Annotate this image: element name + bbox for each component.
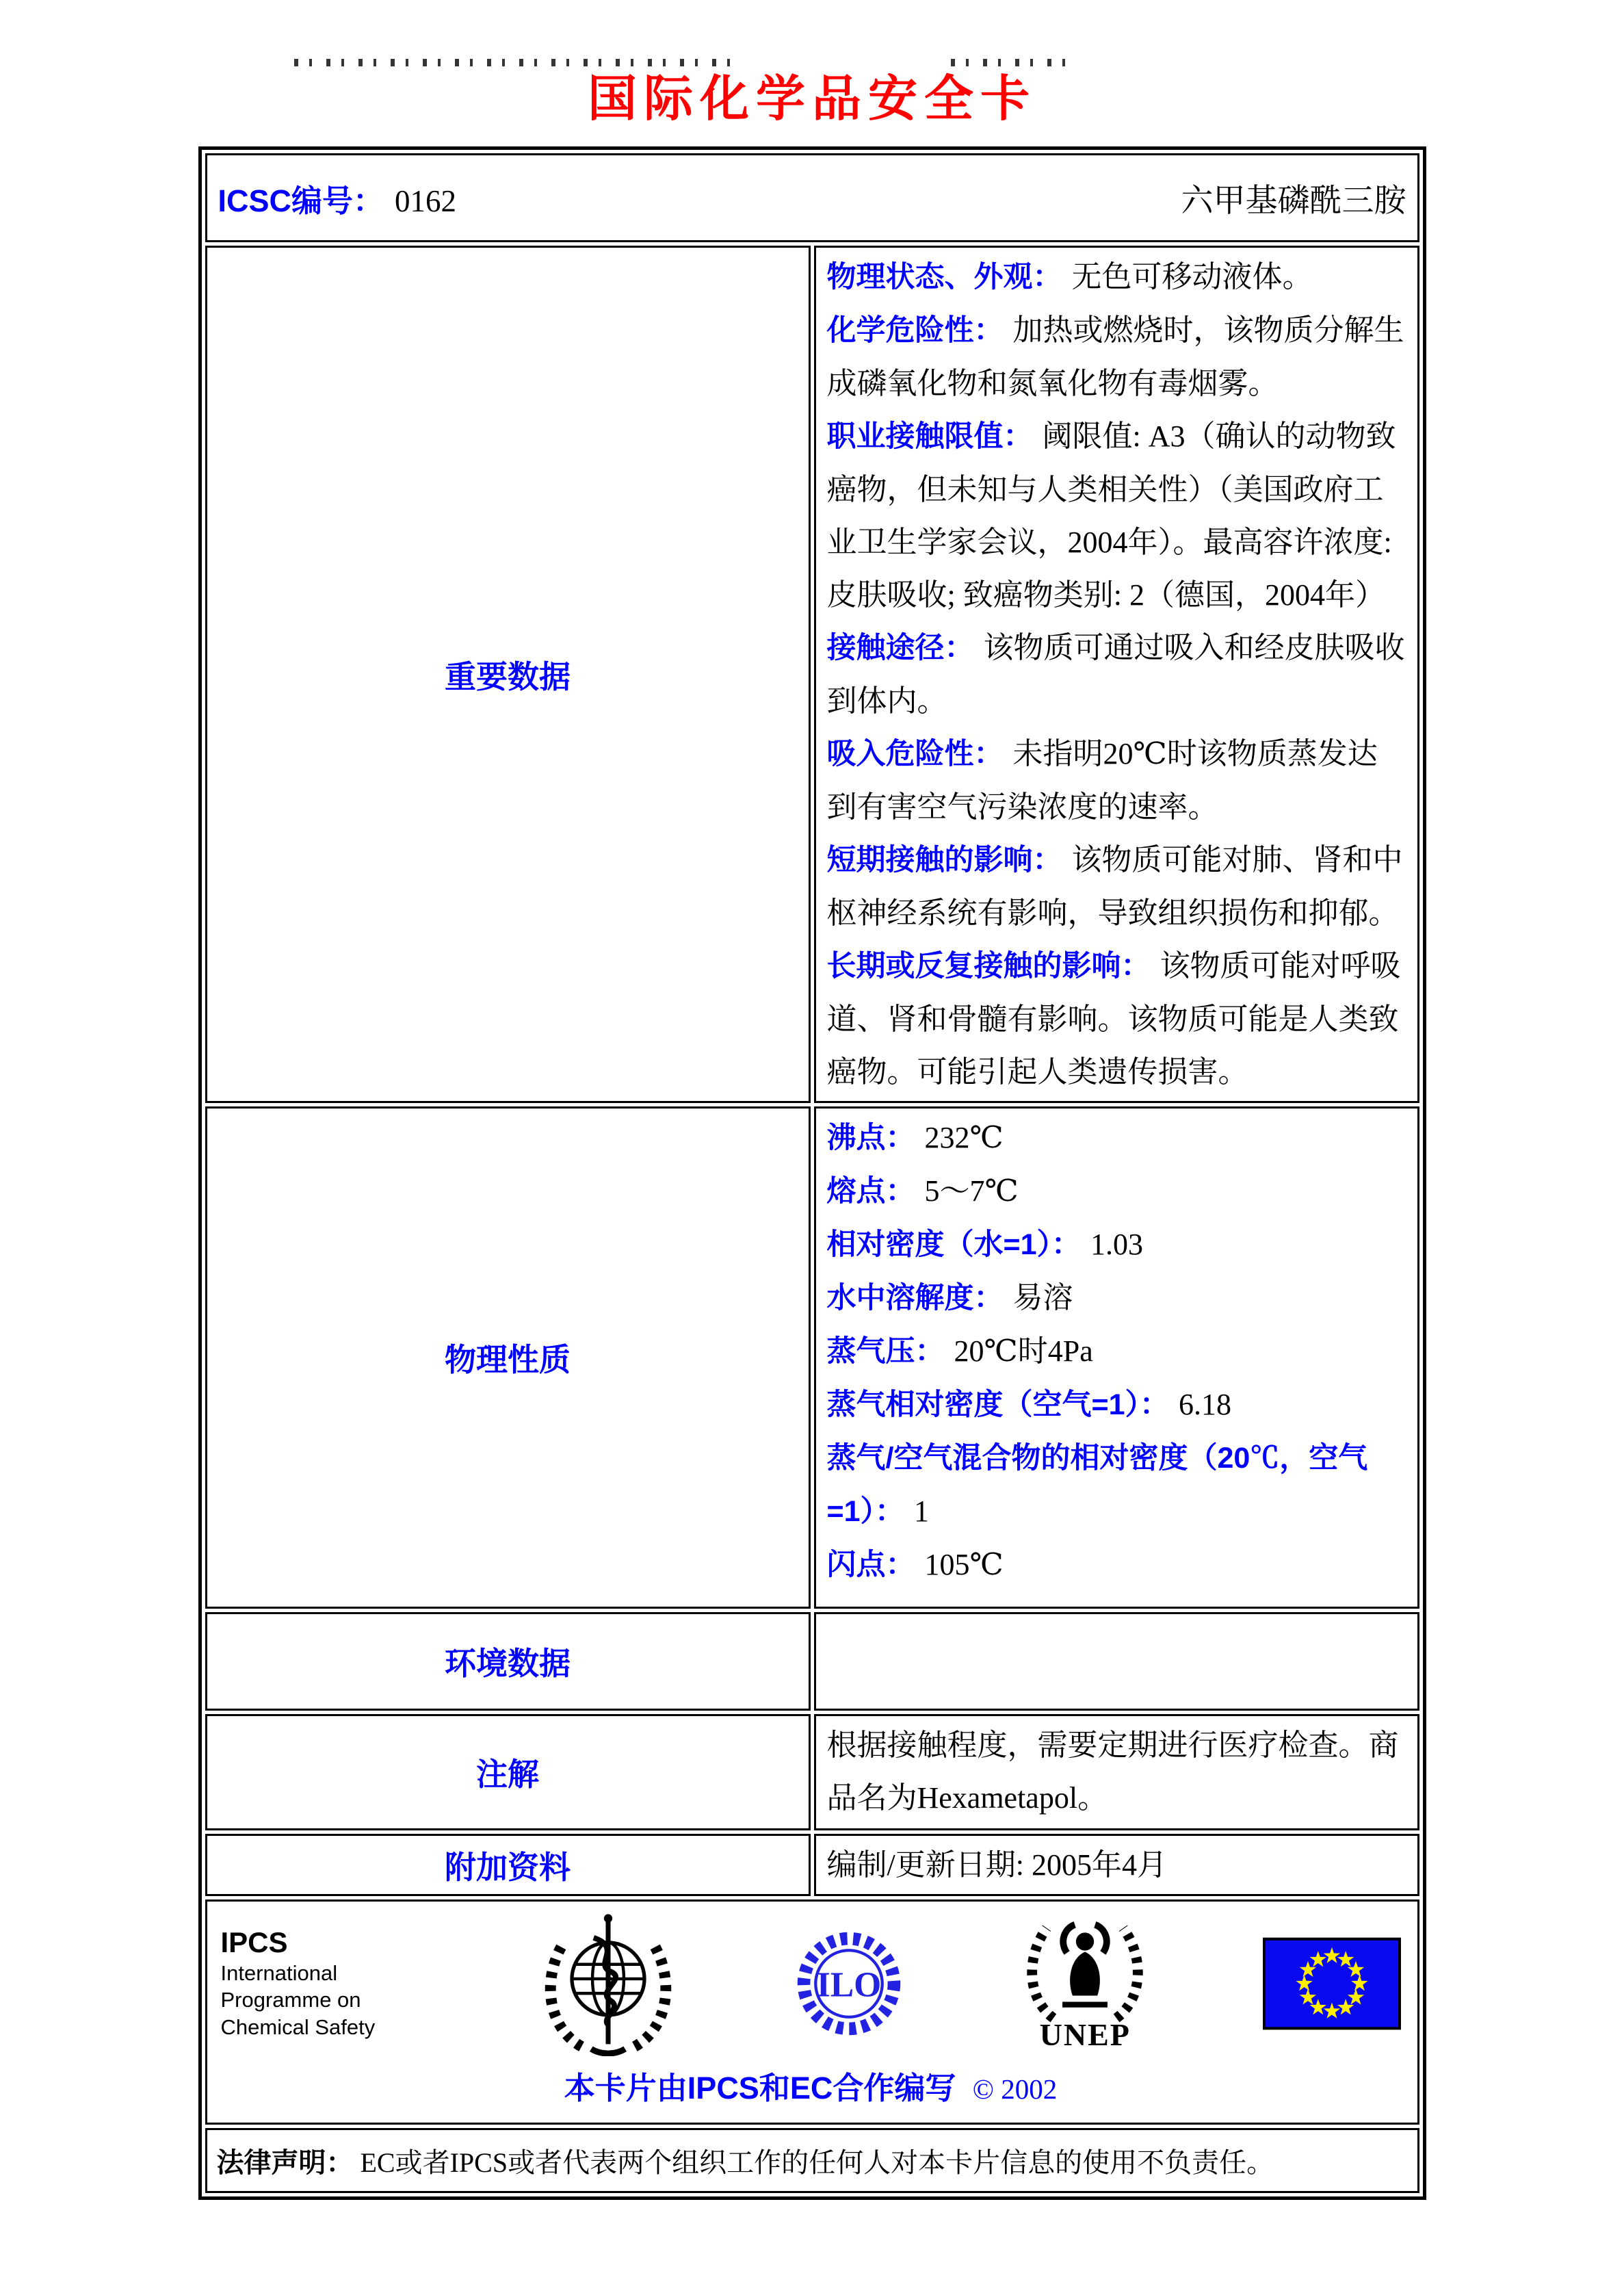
icsc-number-label: ICSC编号：	[218, 183, 384, 218]
data-line: 短期接触的影响： 该物质可能对肺、肾和中枢神经系统有影响，导致组织损伤和抑郁。	[826, 843, 1403, 930]
update-date-text: 编制/更新日期: 2005年4月	[826, 1848, 1167, 1882]
environmental-data-content	[814, 1612, 1419, 1711]
notes-content	[814, 1714, 1419, 1830]
property-line: 闪点： 105℃	[826, 1548, 1004, 1581]
ipcs-title: IPCS	[220, 1926, 288, 1959]
property-line: 熔点： 5～7℃	[826, 1174, 1019, 1208]
ipcs-line: International	[220, 1960, 338, 1985]
logos-row	[205, 1900, 1419, 2125]
page-title: 国际化学品安全卡	[587, 69, 1036, 127]
section-label-environment: 环境数据	[205, 1612, 811, 1711]
clipped-print-header-artifact	[294, 59, 735, 66]
ipcs-line: Chemical Safety	[220, 2014, 376, 2039]
ipcs-line: Programme on	[220, 1988, 361, 2012]
ilo-logo-icon	[790, 1925, 908, 2043]
unep-logo-block	[1017, 1915, 1153, 2053]
logos-strip	[221, 1911, 1401, 2056]
who-logo-icon	[535, 1911, 681, 2056]
section-label-physical: 物理性质	[205, 1106, 811, 1609]
legal-text: EC或者IPCS或者代表两个组织工作的任何人对本卡片信息的使用不负责任。	[360, 2147, 1274, 2178]
header-cell	[205, 153, 1419, 242]
data-line: 接触途径： 该物质可通过吸入和经皮肤吸收到体内。	[826, 631, 1405, 718]
data-line: 吸入危险性： 未指明20℃时该物质蒸发达到有害空气污染浓度的速率。	[826, 737, 1378, 824]
important-data-content	[814, 246, 1419, 1103]
section-label-notes: 注解	[205, 1714, 811, 1830]
eu-flag-icon	[1263, 1934, 1401, 2034]
unep-label: UNEP	[1039, 2017, 1131, 2052]
attribution-caption	[221, 2063, 1401, 2108]
icsc-number-value: 0162	[395, 183, 457, 218]
ilo-label: ILO	[816, 1965, 882, 2005]
environmental-data-row	[205, 1612, 1419, 1711]
property-line: 水中溶解度： 易溶	[826, 1281, 1073, 1314]
physical-properties-content	[814, 1106, 1419, 1609]
data-line: 物理状态、外观： 无色可移动液体。	[826, 260, 1313, 294]
additional-info-row	[205, 1834, 1419, 1896]
attribution-text: 本卡片由IPCS和EC合作编写	[564, 2071, 956, 2105]
data-line: 职业接触限值： 阈限值: A3（确认的动物致癌物，但未知与人类相关性）（美国政府工业卫生学家会议，2004年）。最高容许浓度: 皮肤吸收; 致癌物类别: 2（德国，2004年）	[826, 419, 1396, 612]
important-data-row	[205, 246, 1419, 1103]
header-row	[205, 153, 1419, 242]
clipped-print-header-artifact	[951, 59, 1077, 66]
physical-properties-row	[205, 1106, 1419, 1609]
data-line: 化学危险性： 加热或燃烧时，该物质分解生成磷氧化物和氮氧化物有毒烟雾。	[826, 313, 1404, 400]
logos-cell	[205, 1900, 1419, 2125]
ipcs-text-block	[221, 1926, 426, 2040]
icsc-card-table	[198, 146, 1426, 2200]
unep-logo-icon	[1017, 1915, 1153, 2023]
additional-info-content	[814, 1834, 1419, 1896]
property-line: 蒸气压： 20℃时4Pa	[826, 1334, 1093, 1368]
notes-row	[205, 1714, 1419, 1830]
property-line: 蒸气相对密度（空气=1）： 6.18	[826, 1388, 1232, 1421]
data-line: 长期或反复接触的影响： 该物质可能对呼吸道、肾和骨髓有影响。该物质可能是人类致癌物。可能引起人类遗传损害。	[826, 949, 1401, 1089]
legal-label: 法律声明：	[216, 2148, 354, 2178]
property-line: 沸点： 232℃	[826, 1121, 1004, 1154]
section-label-important-data: 重要数据	[205, 246, 811, 1103]
chemical-name: 六甲基磷酰三胺	[1181, 183, 1406, 219]
property-line: 蒸气/空气混合物的相对密度（20℃，空气=1）： 1	[826, 1442, 1368, 1528]
legal-row	[205, 2128, 1419, 2193]
section-label-additional: 附加资料	[205, 1834, 811, 1896]
property-line: 相对密度（水=1）： 1.03	[826, 1228, 1144, 1261]
legal-cell	[205, 2128, 1419, 2193]
copyright-text: © 2002	[972, 2073, 1058, 2105]
notes-text: 根据接触程度，需要定期进行医疗检查。商品名为Hexametapol。	[826, 1728, 1399, 1815]
